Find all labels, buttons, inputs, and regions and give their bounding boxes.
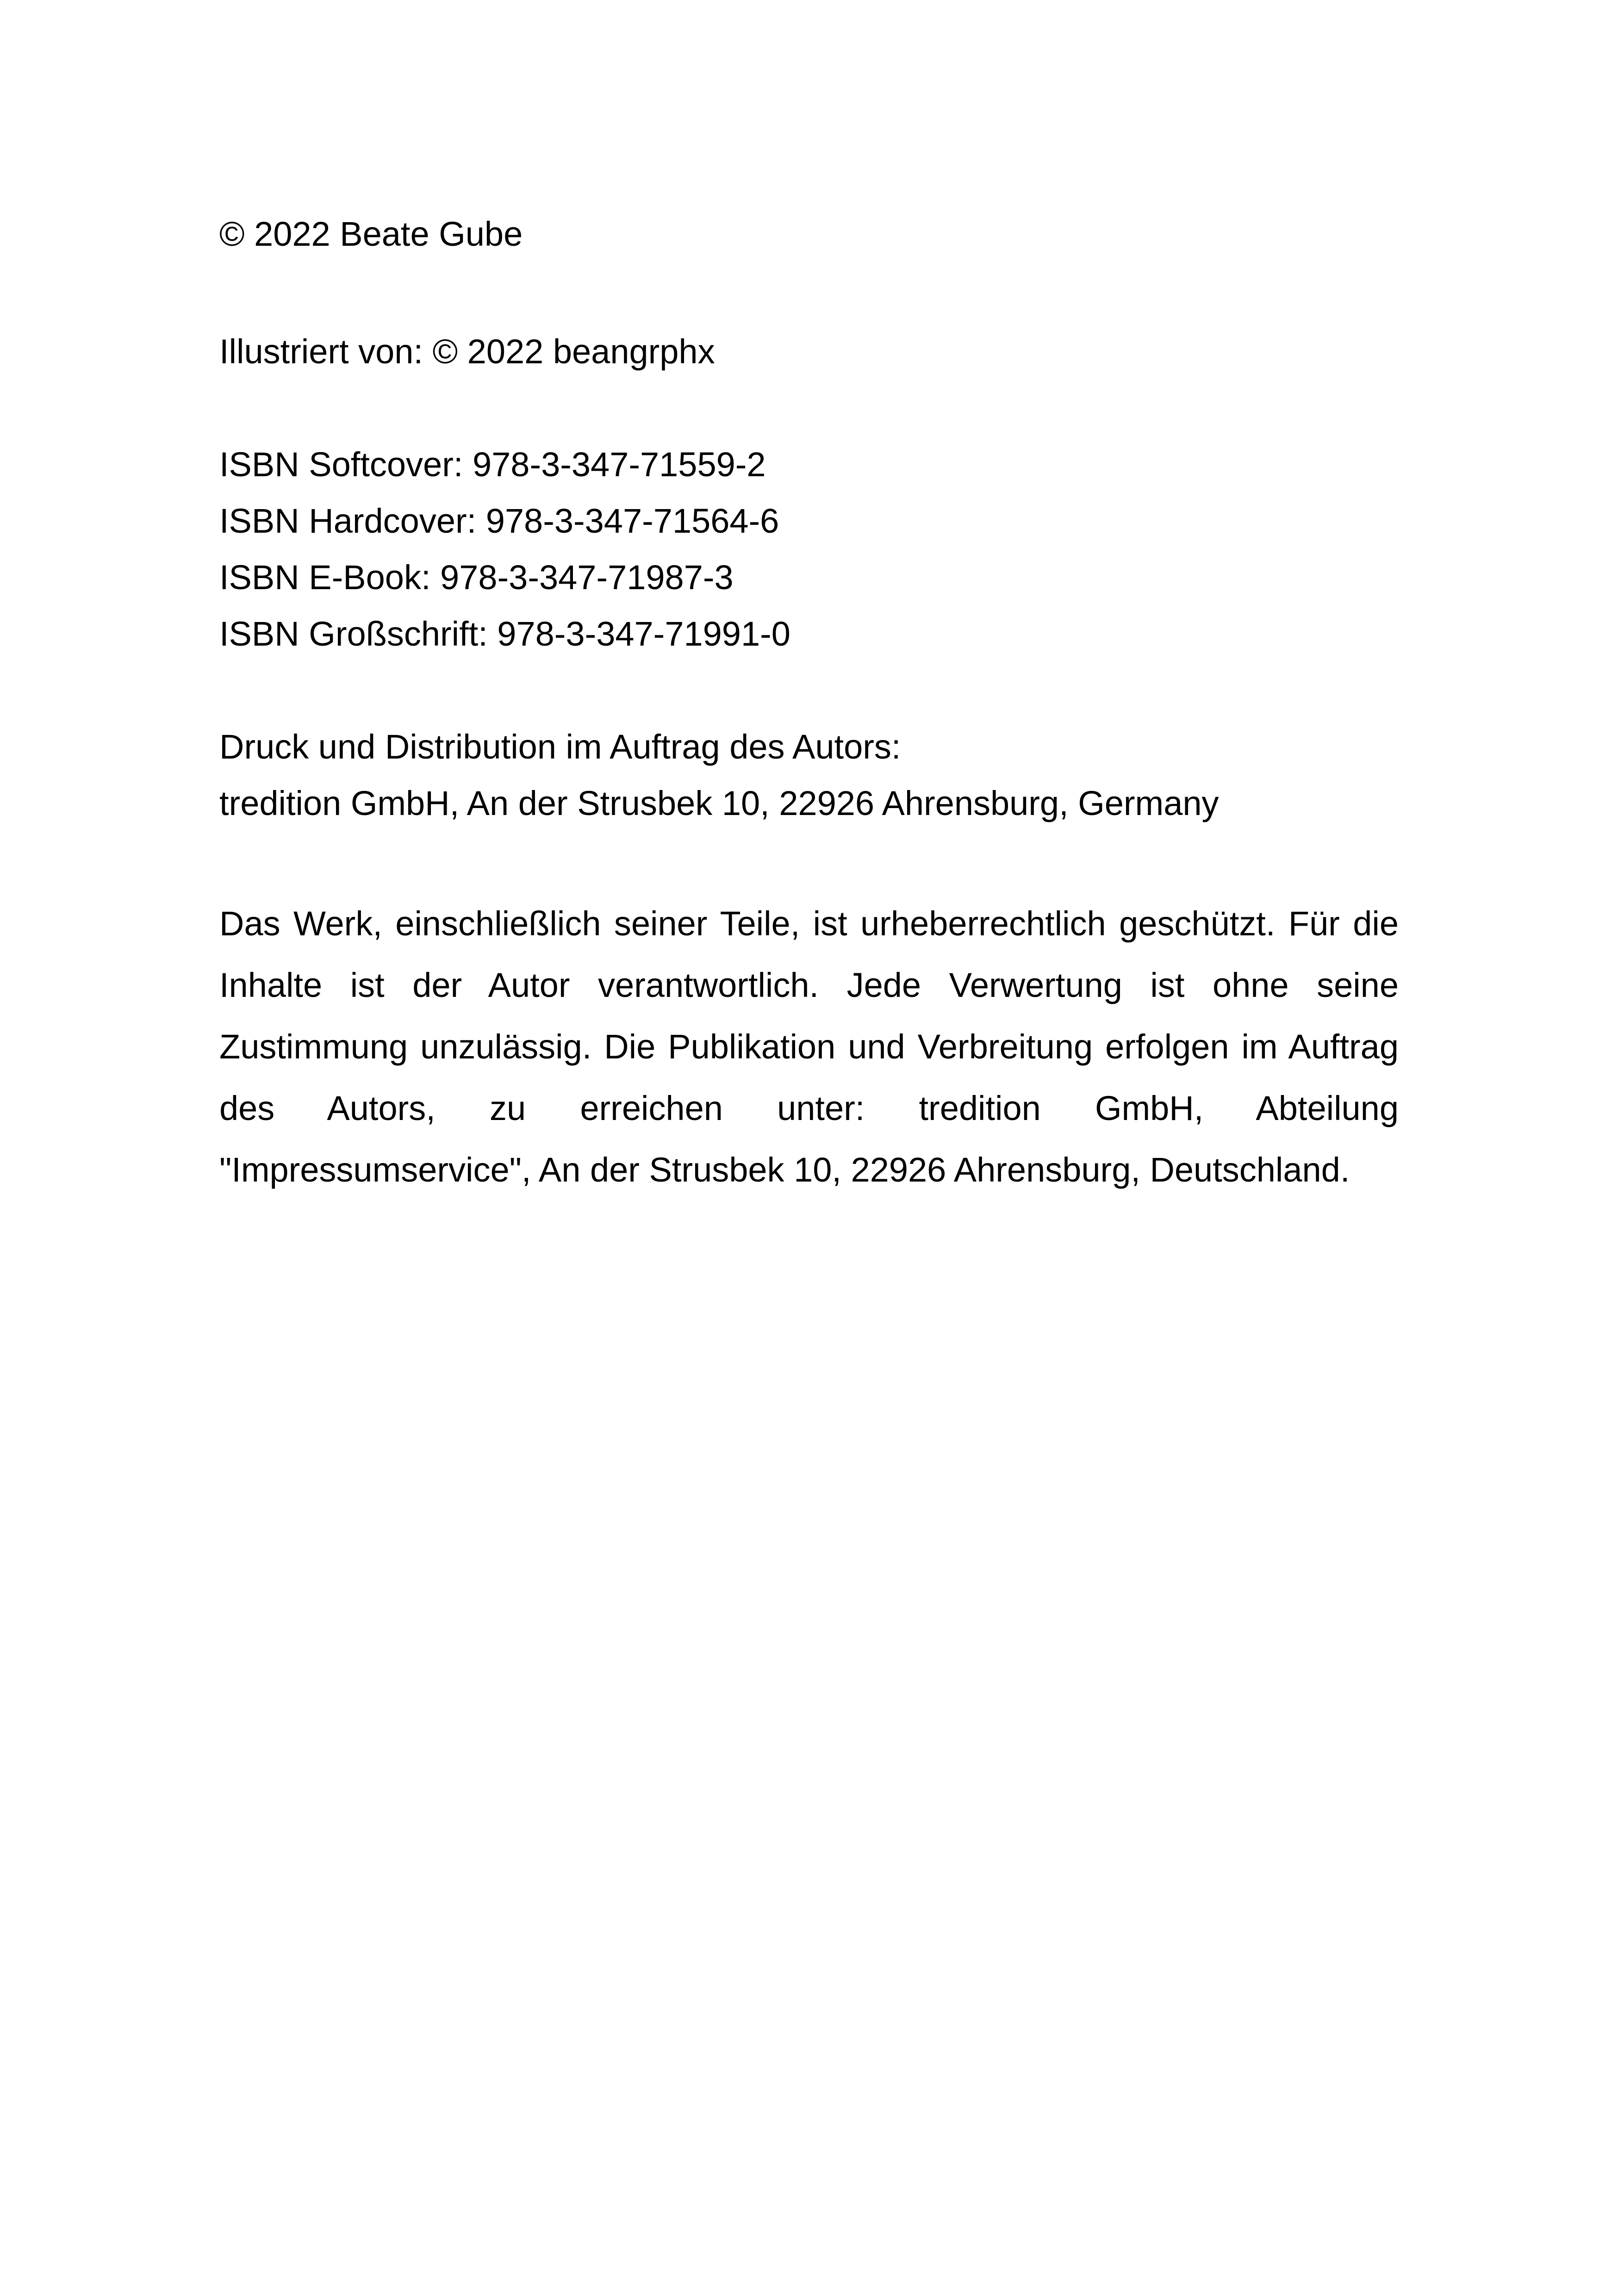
print-heading: Druck und Distribution im Auftrag des Autors: bbox=[219, 728, 901, 766]
isbn-softcover: ISBN Softcover: 978-3-347-71559-2 bbox=[219, 445, 766, 484]
isbn-large-print: ISBN Großschrift: 978-3-347-71991-0 bbox=[219, 615, 790, 653]
legal-notice: Das Werk, einschließlich seiner Teile, ist urheberrechtlich geschützt. Für die Inhalte ist der Autor verantwortlich. Jede Verwertung ist ohne seine Zustimmung unzulässig. Die Publikation und Verbreitung erfolgen im Auftrag des Autors, zu erreichen unter: tredition GmbH, Abteilung "Impressumservice", An der Strusbek 10, 22926 Ahrensburg, Deutschland. bbox=[219, 904, 1399, 1189]
isbn-list bbox=[219, 436, 1399, 662]
illustrator-credit: Illustriert von: © 2022 beangrphx bbox=[219, 332, 715, 371]
print-address: tredition GmbH, An der Strusbek 10, 22926 Ahrensburg, Germany bbox=[219, 784, 1219, 822]
imprint-content bbox=[219, 206, 1399, 1201]
copyright-notice: © 2022 Beate Gube bbox=[219, 215, 523, 253]
isbn-ebook: ISBN E-Book: 978-3-347-71987-3 bbox=[219, 558, 734, 597]
print-distribution bbox=[219, 719, 1399, 832]
isbn-hardcover: ISBN Hardcover: 978-3-347-71564-6 bbox=[219, 502, 779, 540]
